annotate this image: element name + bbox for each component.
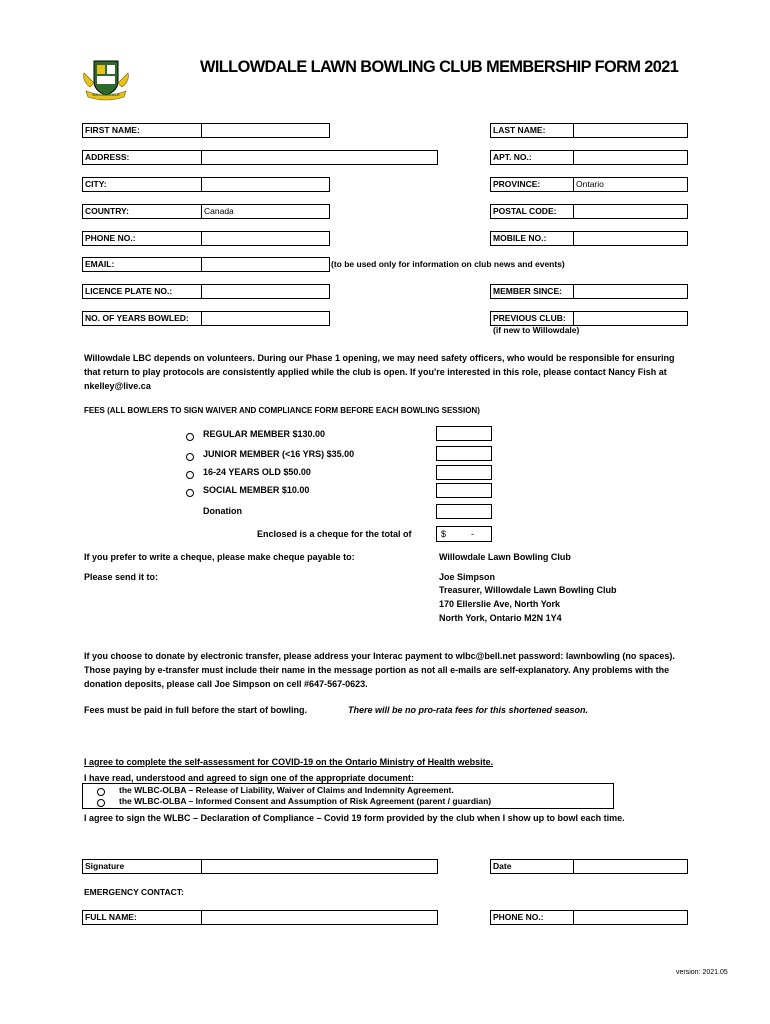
member-since-label: MEMBER SINCE:: [490, 284, 574, 299]
cheque-payable-to: Willowdale Lawn Bowling Club: [439, 552, 571, 562]
first-name-label: FIRST NAME:: [82, 123, 202, 138]
city-input[interactable]: [201, 177, 330, 192]
agreement-option-consent: the WLBC-OLBA – Informed Consent and Assumption of Risk Agreement (parent / guardian): [119, 796, 492, 806]
donation-amount[interactable]: [436, 504, 492, 519]
cheque-address-line: Treasurer, Willowdale Lawn Bowling Club: [439, 585, 617, 595]
signature-input[interactable]: [201, 859, 438, 874]
city-label: CITY:: [82, 177, 202, 192]
enclosed-currency: $: [441, 529, 447, 539]
phone-label: PHONE NO.:: [82, 231, 202, 246]
licence-plate-label: LICENCE PLATE NO.:: [82, 284, 202, 299]
declaration-paragraph: I agree to sign the WLBC – Declaration of Compliance – Covid 19 form provided by the club when I show up to bowl each time.: [84, 813, 625, 823]
fee-radio-youth[interactable]: [186, 471, 194, 479]
licence-plate-input[interactable]: [201, 284, 330, 299]
fee-amount-junior[interactable]: [436, 446, 492, 461]
cheque-address-line: 170 Ellerslie Ave, North York: [439, 599, 561, 609]
read-understood-text: I have read, understood and agreed to sign one of the appropriate document:: [84, 773, 415, 783]
page-title: WILLOWDALE LAWN BOWLING CLUB MEMBERSHIP FORM 2021: [200, 57, 679, 76]
emergency-heading: EMERGENCY CONTACT:: [84, 887, 184, 897]
country-label: COUNTRY:: [82, 204, 202, 219]
last-name-label: LAST NAME:: [490, 123, 574, 138]
agreement-radio-consent[interactable]: [97, 799, 105, 807]
fees-paid-text: Fees must be paid in full before the start of bowling.: [84, 705, 308, 715]
agreement-option-release: the WLBC-OLBA – Release of Liability, Waiver of Claims and Indemnity Agreement.: [119, 785, 454, 795]
agreement-options-box: [82, 783, 614, 809]
years-bowled-input[interactable]: [201, 311, 330, 326]
fee-radio-junior[interactable]: [186, 453, 194, 461]
previous-club-label: PREVIOUS CLUB:: [490, 311, 574, 326]
fee-amount-social[interactable]: [436, 483, 492, 498]
fee-label-junior: JUNIOR MEMBER (<16 YRS) $35.00: [203, 449, 355, 459]
postal-code-input[interactable]: [573, 204, 688, 219]
emergency-phone-label: PHONE NO.:: [490, 910, 574, 925]
country-input[interactable]: Canada: [201, 204, 330, 219]
date-input[interactable]: [573, 859, 688, 874]
address-input[interactable]: [201, 150, 438, 165]
last-name-input[interactable]: [573, 123, 688, 138]
donation-label: Donation: [203, 506, 242, 516]
club-logo: [80, 55, 132, 101]
email-input[interactable]: [201, 257, 330, 272]
version-text: version: 2021.05: [676, 969, 728, 976]
cheque-payable-label: If you prefer to write a cheque, please make cheque payable to:: [84, 552, 355, 562]
member-since-input[interactable]: [573, 284, 688, 299]
previous-club-input[interactable]: [573, 311, 688, 326]
email-note: (to be used only for information on club news and events): [331, 259, 565, 269]
phone-input[interactable]: [201, 231, 330, 246]
signature-label: Signature: [82, 859, 202, 874]
enclosed-label: Enclosed is a cheque for the total of: [257, 529, 412, 539]
emergency-phone-input[interactable]: [573, 910, 688, 925]
emergency-full-name-input[interactable]: [201, 910, 438, 925]
cheque-address-line: Joe Simpson: [439, 572, 496, 582]
cheque-address-line: North York, Ontario M2N 1Y4: [439, 613, 562, 623]
etransfer-paragraph: If you choose to donate by electronic transfer, please address your Interac payment to wlbc@bell.net password: lawnbowling (no spaces). Those paying by e-transfer must include their name in the message portion as not all e-mails are self-explanatory. Any problems with the donation deposits, please call Joe Simpson on cell #647-567-0623.: [84, 651, 675, 689]
volunteer-paragraph: Willowdale LBC depends on volunteers. During our Phase 1 opening, we may need safety officers, who would be responsible for ensuring that return to play protocols are consistently applied while the club is open. If you're interested in this role, please contact Nancy Fish at nkelley@live.ca: [84, 353, 675, 391]
province-label: PROVINCE:: [490, 177, 574, 192]
previous-club-note: (if new to Willowdale): [493, 325, 580, 335]
logo-text: WILLOWDALE: [92, 92, 120, 97]
date-label: Date: [490, 859, 574, 874]
fee-radio-regular[interactable]: [186, 433, 194, 441]
fees-heading: FEES (ALL BOWLERS TO SIGN WAIVER AND COMPLIANCE FORM BEFORE EACH BOWLING SESSION): [84, 406, 480, 415]
mobile-label: MOBILE NO.:: [490, 231, 574, 246]
emergency-full-name-label: FULL NAME:: [82, 910, 202, 925]
postal-code-label: POSTAL CODE:: [490, 204, 574, 219]
fee-radio-social[interactable]: [186, 489, 194, 497]
province-input[interactable]: Ontario: [573, 177, 688, 192]
mobile-input[interactable]: [573, 231, 688, 246]
no-prorata-text: There will be no pro-rata fees for this shortened season.: [348, 705, 589, 715]
fee-amount-regular[interactable]: [436, 426, 492, 441]
cheque-send-label: Please send it to:: [84, 572, 159, 582]
fee-label-regular: REGULAR MEMBER $130.00: [203, 429, 326, 439]
years-bowled-label: NO. OF YEARS BOWLED:: [82, 311, 202, 326]
agreement-radio-release[interactable]: [97, 788, 105, 796]
enclosed-total[interactable]: [436, 526, 492, 542]
fee-amount-youth[interactable]: [436, 465, 492, 480]
apt-label: APT. NO.:: [490, 150, 574, 165]
address-label: ADDRESS:: [82, 150, 202, 165]
apt-input[interactable]: [573, 150, 688, 165]
fee-label-youth: 16-24 YEARS OLD $50.00: [203, 467, 311, 477]
enclosed-value: -: [471, 529, 474, 539]
covid-self-assessment: I agree to complete the self-assessment for COVID-19 on the Ontario Ministry of Health website.: [84, 757, 494, 767]
email-label: EMAIL:: [82, 257, 202, 272]
first-name-input[interactable]: [201, 123, 330, 138]
fee-label-social: SOCIAL MEMBER $10.00: [203, 485, 310, 495]
